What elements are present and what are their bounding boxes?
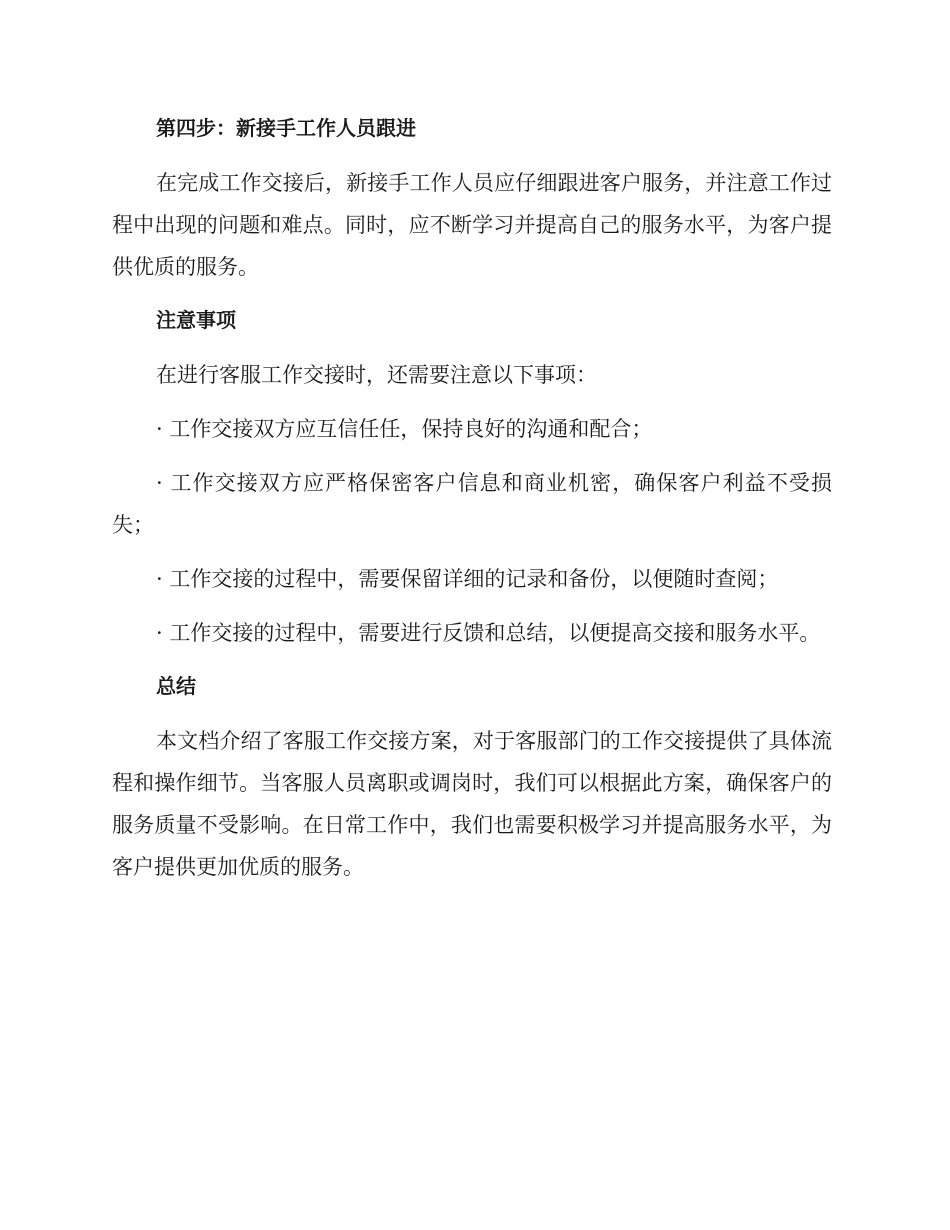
notes-list-item: · 工作交接双方应互信任任，保持良好的沟通和配合；	[156, 417, 653, 441]
notes-list-item: · 工作交接的过程中，需要进行反馈和总结，以便提高交接和服务水平。	[156, 621, 821, 645]
notes-intro-paragraph: 在进行客服工作交接时，还需要注意以下事项：	[156, 363, 597, 387]
section-heading-summary: 总结	[156, 674, 196, 698]
notes-list-item: · 工作交接双方应严格保密客户信息和商业机密，确保客户利益不受损失；	[112, 471, 832, 537]
notes-list-item: · 工作交接的过程中，需要保留详细的记录和备份，以便随时查阅；	[156, 567, 779, 591]
section-heading-step4: 第四步：新接手工作人员跟进	[156, 116, 416, 140]
summary-paragraph: 本文档介绍了客服工作交接方案，对于客服部门的工作交接提供了具体流程和操作细节。当客服人员离职或调岗时，我们可以根据此方案，确保客户的服务质量不受影响。在日常工作中，我们也需要积极学习并提高服务水平，为客户提供更加优质的服务。	[112, 729, 832, 879]
step4-paragraph: 在完成工作交接后，新接手工作人员应仔细跟进客户服务，并注意工作过程中出现的问题和难点。同时，应不断学习并提高自己的服务水平，为客户提供优质的服务。	[112, 171, 832, 279]
document-content	[112, 108, 832, 900]
section-heading-notes: 注意事项	[156, 308, 236, 332]
